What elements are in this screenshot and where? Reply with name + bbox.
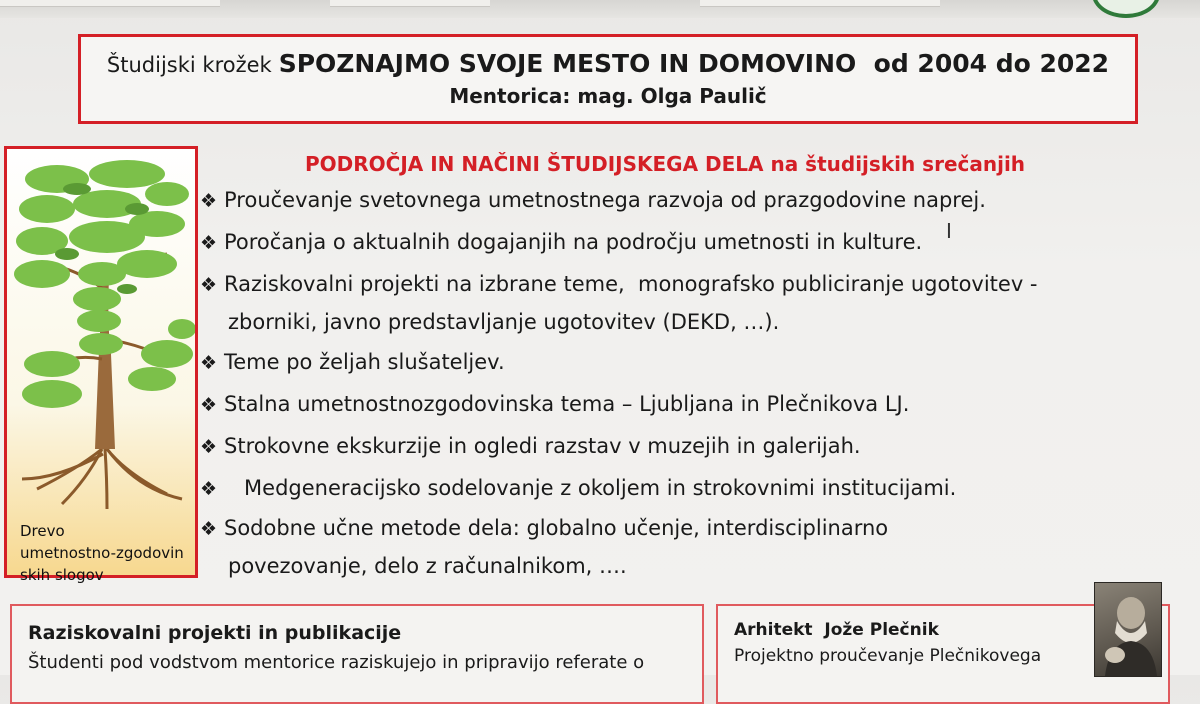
top-strip-segment <box>0 0 220 7</box>
list-item <box>200 470 956 507</box>
tree-illustration <box>7 149 198 578</box>
list-item <box>200 428 861 465</box>
list-item-text: Sodobne učne metode dela: globalno učenje, interdisciplinarno <box>224 516 889 540</box>
list-item <box>200 344 505 381</box>
list-item-text: Poročanja o aktualnih dogajanjih na področju umetnosti in kulture. <box>224 230 923 254</box>
list-item <box>200 224 922 261</box>
plecnik-text: Projektno proučevanje Plečnikovega <box>734 646 1042 666</box>
diamond-bullet-icon: ❖ <box>200 274 218 296</box>
list-item-continuation: povezovanje, delo z računalnikom, …. <box>228 554 627 578</box>
list-item-text: Strokovne ekskurzije in ogledi razstav v muzejih in galerijah. <box>224 434 861 458</box>
tree-caption-line: Drevo <box>20 522 65 540</box>
list-item <box>200 266 1038 303</box>
diamond-bullet-icon: ❖ <box>200 394 218 416</box>
research-projects-title: Raziskovalni projekti in publikacije <box>28 622 402 644</box>
diamond-bullet-icon: ❖ <box>200 436 218 458</box>
top-strip <box>0 0 1200 18</box>
diamond-bullet-icon: ❖ <box>200 232 218 254</box>
header-box <box>78 34 1138 124</box>
list-item <box>200 510 888 547</box>
header-title: SPOZNAJMO SVOJE MESTO IN DOMOVINO od 2004 do 2022 <box>278 49 1110 78</box>
header-lead: Študijski krožek <box>106 53 272 77</box>
list-item-continuation: zborniki, javno predstavljanje ugotovitev (DEKD, …). <box>228 310 780 334</box>
list-item <box>200 386 909 423</box>
list-item <box>200 182 986 219</box>
top-strip-segment <box>330 0 490 7</box>
plecnik-portrait-image <box>1094 582 1162 677</box>
diamond-bullet-icon: ❖ <box>200 352 218 374</box>
diamond-bullet-icon: ❖ <box>200 190 218 212</box>
research-projects-box <box>10 604 704 704</box>
tree-image <box>4 146 198 578</box>
tree-roots <box>22 449 182 509</box>
diamond-bullet-icon: ❖ <box>200 518 218 540</box>
list-item-text: Teme po željah slušateljev. <box>224 350 505 374</box>
tree-caption <box>20 520 196 586</box>
list-item-text: Raziskovalni projekti na izbrane teme, monografsko publiciranje ugotovitev - <box>224 272 1038 296</box>
list-item-text: Proučevanje svetovnega umetnostnega razvoja od prazgodovine naprej. <box>224 188 986 212</box>
diamond-bullet-icon: ❖ <box>200 478 218 500</box>
tree-caption-line: skih slogov <box>20 566 104 584</box>
list-item-text: Medgeneracijsko sodelovanje z okoljem in strokovnimi institucijami. <box>224 476 957 500</box>
portrait-illustration <box>1095 583 1161 676</box>
research-projects-text: Študenti pod vodstvom mentorice raziskujejo in pripravijo referate o <box>28 652 645 673</box>
header-mentor: Mentorica: mag. Olga Paulič <box>449 84 767 108</box>
list-item-text: Stalna umetnostnozgodovinska tema – Ljubljana in Plečnikova LJ. <box>224 392 910 416</box>
tree-caption-line: umetnostno-zgodovin <box>20 544 184 562</box>
top-strip-segment <box>700 0 940 7</box>
plecnik-title: Arhitekt Jože Plečnik <box>734 620 939 640</box>
header-title-line <box>81 49 1135 78</box>
text-cursor-icon: I <box>946 219 952 243</box>
section-title: PODROČJA IN NAČINI ŠTUDIJSKEGA DELA na študijskih srečanjih <box>305 152 1026 176</box>
